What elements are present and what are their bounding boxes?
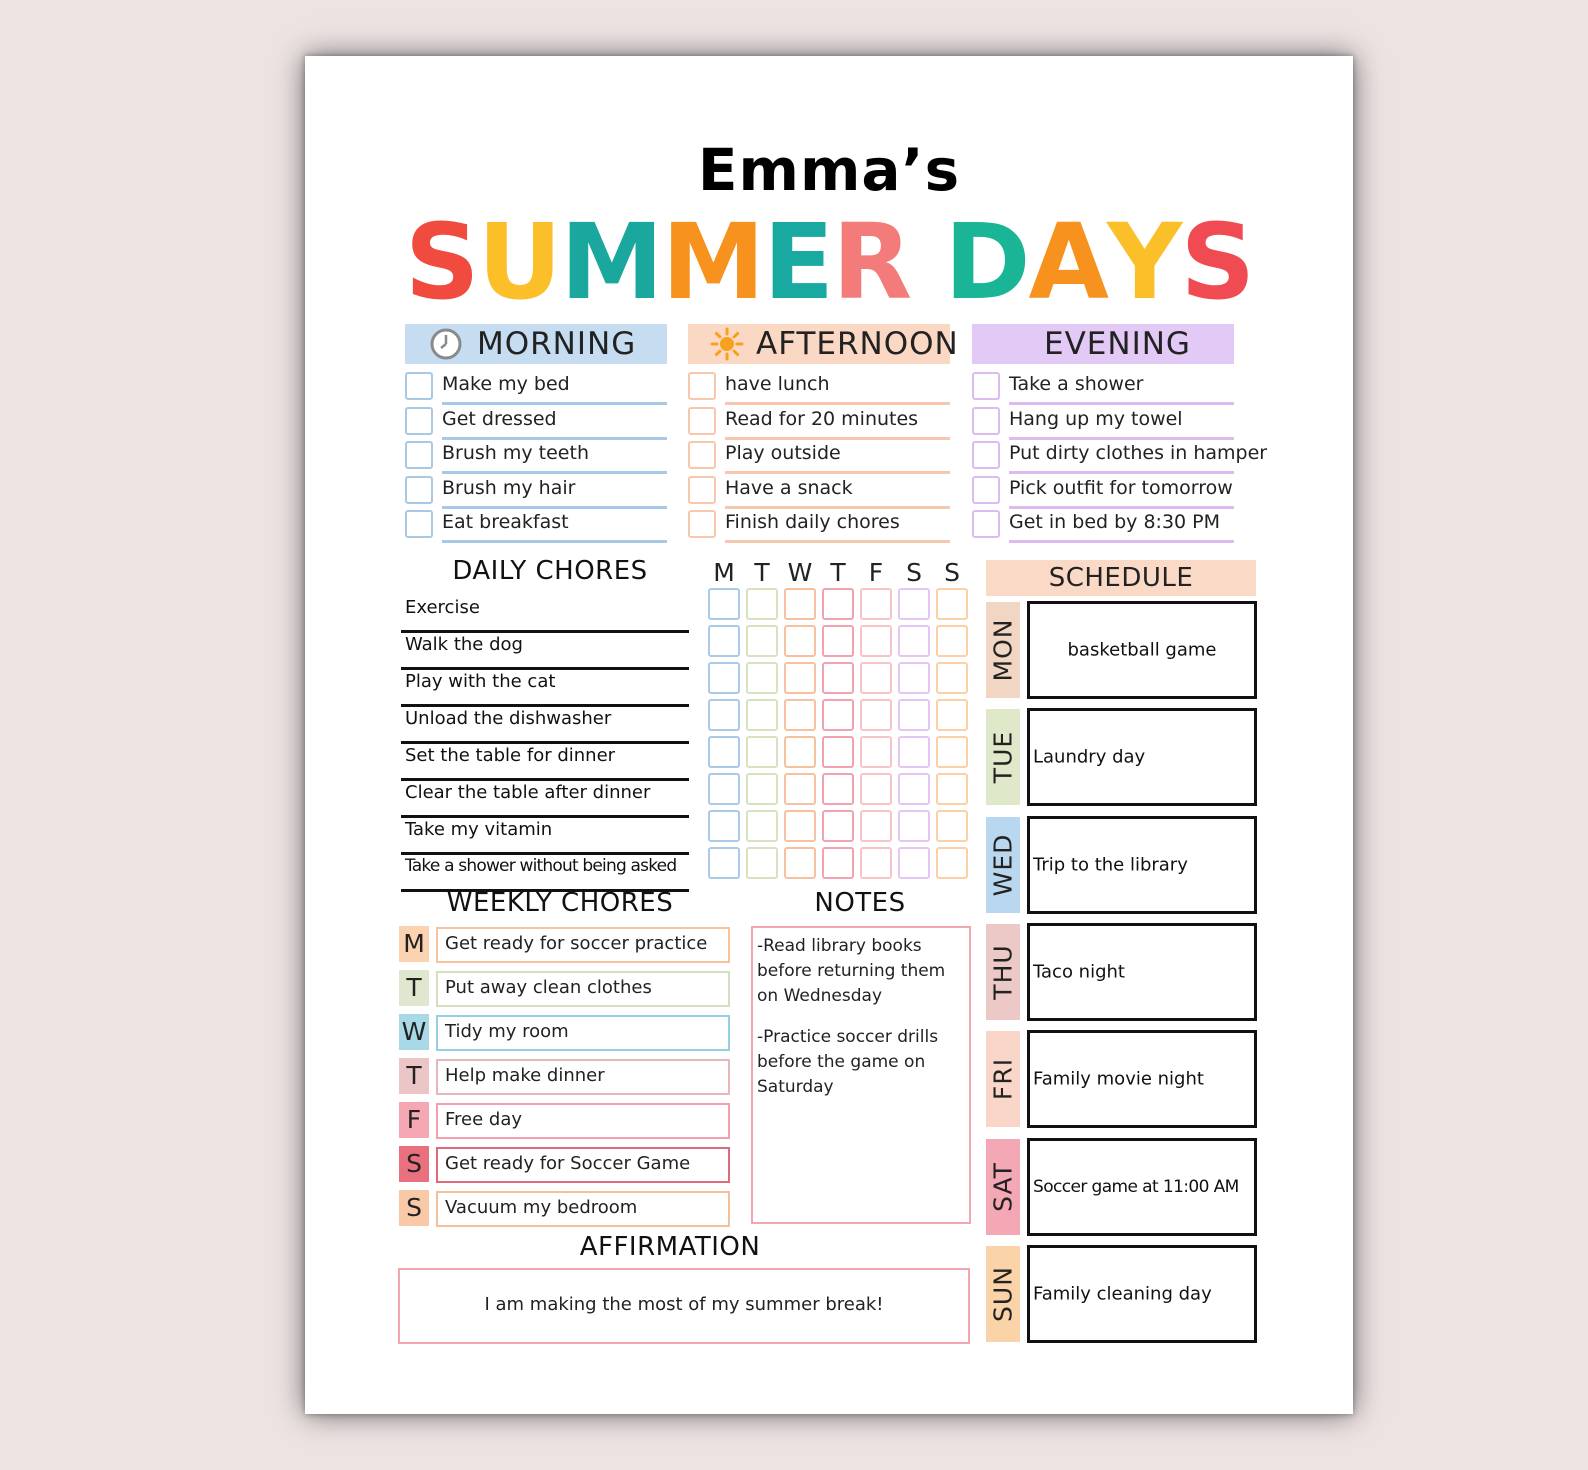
schedule-day-tab-mon <box>986 602 1020 698</box>
weekly-chores-heading: WEEKLY CHORES <box>446 888 674 918</box>
task-checkbox[interactable] <box>972 441 1000 469</box>
chore-grid-checkbox[interactable] <box>784 625 816 657</box>
task-checkbox[interactable] <box>688 510 716 538</box>
chore-grid-checkbox[interactable] <box>822 847 854 879</box>
notes-heading: NOTES <box>814 888 906 918</box>
task-label: Take a shower <box>1009 373 1144 395</box>
affirmation-box[interactable] <box>398 1268 970 1344</box>
chore-grid-checkbox[interactable] <box>784 736 816 768</box>
task-underline <box>1009 540 1234 543</box>
schedule-day-tab-thu <box>986 924 1020 1020</box>
task-underline <box>442 471 667 474</box>
sun-icon <box>710 325 744 363</box>
routine-task <box>405 476 667 506</box>
daily-chore-item <box>401 819 689 851</box>
schedule-entry-text: Family movie night <box>1033 1068 1204 1090</box>
weekly-chore-box[interactable] <box>436 971 730 1007</box>
daily-chore-label: Walk the dog <box>405 634 523 655</box>
chore-grid-checkbox[interactable] <box>936 773 968 805</box>
chore-grid-checkbox[interactable] <box>746 588 778 620</box>
grid-day-header: T <box>754 558 770 587</box>
routine-task <box>688 407 950 437</box>
task-checkbox[interactable] <box>688 476 716 504</box>
chore-grid-checkbox[interactable] <box>860 625 892 657</box>
chore-grid-checkbox[interactable] <box>822 810 854 842</box>
chore-grid-checkbox[interactable] <box>746 625 778 657</box>
chore-grid-checkbox[interactable] <box>746 699 778 731</box>
chore-grid-checkbox[interactable] <box>936 625 968 657</box>
daily-chore-item <box>401 745 689 777</box>
daily-chore-label: Take a shower without being asked <box>405 856 677 876</box>
grid-day-header: T <box>830 558 846 587</box>
title-letter: S <box>404 201 478 323</box>
schedule-day-tab-tue <box>986 709 1020 805</box>
chore-grid-checkbox[interactable] <box>708 625 740 657</box>
routine-task <box>405 372 667 402</box>
task-checkbox[interactable] <box>972 407 1000 435</box>
task-label: Get in bed by 8:30 PM <box>1009 511 1221 533</box>
weekly-chore-text: Vacuum my bedroom <box>445 1197 638 1218</box>
chore-grid-checkbox[interactable] <box>822 588 854 620</box>
schedule-entry-text: Taco night <box>1033 961 1125 983</box>
schedule-entry-box[interactable] <box>1027 708 1257 806</box>
weekly-day-letter: W <box>399 1014 429 1050</box>
schedule-entry-box[interactable] <box>1027 1030 1257 1128</box>
task-checkbox[interactable] <box>688 441 716 469</box>
title-letter: U <box>477 201 561 323</box>
weekly-chore-box[interactable] <box>436 927 730 963</box>
daily-chore-underline <box>401 741 689 744</box>
grid-day-header: W <box>787 558 813 587</box>
chore-grid-checkbox[interactable] <box>860 736 892 768</box>
grid-day-header: F <box>868 558 884 587</box>
task-label: Pick outfit for tomorrow <box>1009 476 1233 499</box>
affirmation-text: I am making the most of my summer break! <box>484 1294 884 1315</box>
daily-chore-underline <box>401 704 689 707</box>
task-label: Make my bed <box>442 373 570 395</box>
task-label: Eat breakfast <box>442 511 569 533</box>
daily-chore-item <box>401 856 689 888</box>
title-letter: Y <box>1107 201 1181 323</box>
schedule-day-label: SAT <box>988 1161 1018 1212</box>
routine-task <box>972 441 1268 471</box>
chore-grid-checkbox[interactable] <box>860 847 892 879</box>
clock-icon <box>427 325 465 363</box>
daily-chore-item <box>401 634 689 666</box>
grid-day-header: S <box>944 558 960 587</box>
schedule-entry-box[interactable] <box>1027 1245 1257 1343</box>
task-checkbox[interactable] <box>405 510 433 538</box>
weekly-chore-text: Put away clean clothes <box>445 977 652 998</box>
routine-header-morning <box>405 324 667 364</box>
task-checkbox[interactable] <box>972 476 1000 504</box>
task-underline <box>725 402 950 405</box>
daily-chore-label: Clear the table after dinner <box>405 782 651 803</box>
weekly-day-letter: S <box>399 1146 429 1182</box>
schedule-entry-text: basketball game <box>1067 639 1217 661</box>
task-label: Put dirty clothes in hamper <box>1009 442 1268 464</box>
daily-chore-underline <box>401 778 689 781</box>
daily-chore-underline <box>401 630 689 633</box>
routine-task <box>405 407 667 437</box>
chore-grid-checkbox[interactable] <box>708 773 740 805</box>
daily-chore-item <box>401 782 689 814</box>
chore-grid-checkbox[interactable] <box>898 699 930 731</box>
schedule-entry-box[interactable] <box>1027 923 1257 1021</box>
task-checkbox[interactable] <box>405 476 433 504</box>
affirmation-heading: AFFIRMATION <box>579 1232 761 1262</box>
daily-chores-heading: DAILY CHORES <box>452 556 648 586</box>
chore-grid-checkbox[interactable] <box>708 736 740 768</box>
chore-grid-checkbox[interactable] <box>784 773 816 805</box>
weekly-chore-box[interactable] <box>436 1103 730 1139</box>
weekly-day-letter: M <box>399 926 429 962</box>
moon-icon <box>994 325 1032 363</box>
daily-chore-label: Set the table for dinner <box>405 745 616 766</box>
summer-planner-sheet <box>305 56 1353 1414</box>
task-underline <box>442 402 667 405</box>
schedule-entry-box[interactable] <box>1027 1138 1257 1236</box>
chore-grid-checkbox[interactable] <box>746 736 778 768</box>
daily-chore-label: Unload the dishwasher <box>405 708 612 729</box>
chore-grid-checkbox[interactable] <box>860 699 892 731</box>
weekly-chore-text: Get ready for Soccer Game <box>445 1153 691 1174</box>
chore-grid-checkbox[interactable] <box>898 662 930 694</box>
weekly-chore-text: Tidy my room <box>445 1021 569 1042</box>
routine-task <box>405 441 667 471</box>
schedule-entry-box[interactable] <box>1027 601 1257 699</box>
schedule-entry-box[interactable] <box>1027 816 1257 914</box>
summer-days-title <box>305 202 1353 322</box>
title-letter: A <box>1028 201 1108 323</box>
weekly-chore-box[interactable] <box>436 1147 730 1183</box>
schedule-day-tab-sat <box>986 1139 1020 1235</box>
daily-chore-label: Play with the cat <box>405 671 556 692</box>
chore-grid-checkbox[interactable] <box>784 699 816 731</box>
schedule-day-label: FRI <box>988 1058 1018 1101</box>
task-checkbox[interactable] <box>688 372 716 400</box>
chore-grid-checkbox[interactable] <box>784 847 816 879</box>
schedule-day-label: TUE <box>988 731 1018 784</box>
schedule-day-label: SUN <box>988 1265 1018 1322</box>
chore-grid-checkbox[interactable] <box>936 736 968 768</box>
chore-grid-checkbox[interactable] <box>936 699 968 731</box>
routine-task <box>688 476 950 506</box>
routine-task <box>972 372 1234 402</box>
chore-grid-checkbox[interactable] <box>822 662 854 694</box>
task-underline <box>725 506 950 509</box>
routine-task <box>972 510 1234 540</box>
chore-grid-checkbox[interactable] <box>708 588 740 620</box>
chore-grid-checkbox[interactable] <box>822 773 854 805</box>
chore-grid-checkbox[interactable] <box>708 847 740 879</box>
task-label: Get dressed <box>442 407 557 430</box>
notes-box[interactable] <box>751 926 971 1224</box>
schedule-day-tab-fri <box>986 1031 1020 1127</box>
schedule-heading: SCHEDULE <box>986 560 1256 596</box>
child-name: Emma’s <box>697 136 961 204</box>
chore-grid-checkbox[interactable] <box>860 810 892 842</box>
task-label: Brush my teeth <box>442 442 589 464</box>
routine-task <box>972 407 1234 437</box>
chore-grid-checkbox[interactable] <box>822 625 854 657</box>
task-underline <box>442 437 667 440</box>
chore-grid-checkbox[interactable] <box>936 662 968 694</box>
chore-grid-checkbox[interactable] <box>708 662 740 694</box>
daily-chore-label: Take my vitamin <box>405 819 553 840</box>
chore-grid-checkbox[interactable] <box>936 847 968 879</box>
routine-task <box>688 372 950 402</box>
grid-day-header: M <box>713 558 735 587</box>
task-underline <box>1009 506 1234 509</box>
chore-grid-checkbox[interactable] <box>784 662 816 694</box>
chore-grid-checkbox[interactable] <box>898 810 930 842</box>
routine-task <box>405 510 667 540</box>
task-underline <box>725 437 950 440</box>
task-checkbox[interactable] <box>405 407 433 435</box>
schedule-day-label: MON <box>988 618 1018 682</box>
weekly-day-letter: T <box>399 1058 429 1094</box>
daily-chore-label: Exercise <box>405 597 480 618</box>
task-checkbox[interactable] <box>972 372 1000 400</box>
chore-grid-checkbox[interactable] <box>708 810 740 842</box>
title-letter: D <box>944 201 1029 323</box>
task-label: have lunch <box>725 373 830 395</box>
weekly-chore-box[interactable] <box>436 1015 730 1051</box>
task-underline <box>1009 437 1234 440</box>
routine-header-evening <box>972 324 1234 364</box>
weekly-day-letter: T <box>399 970 429 1006</box>
task-underline <box>1009 471 1234 474</box>
routine-task <box>688 510 950 540</box>
chore-grid-checkbox[interactable] <box>898 625 930 657</box>
chore-grid-checkbox[interactable] <box>822 699 854 731</box>
chore-grid-checkbox[interactable] <box>898 773 930 805</box>
task-checkbox[interactable] <box>405 441 433 469</box>
schedule-entry-text: Family cleaning day <box>1033 1283 1212 1305</box>
task-label: Play outside <box>725 442 841 464</box>
task-underline <box>442 506 667 509</box>
daily-chore-item <box>401 597 689 629</box>
task-label: Finish daily chores <box>725 511 900 533</box>
title-letter: M <box>661 201 764 323</box>
chore-grid-checkbox[interactable] <box>936 810 968 842</box>
weekly-chore-text: Get ready for soccer practice <box>445 933 708 954</box>
title-letter: E <box>763 201 833 323</box>
weekly-chore-text: Free day <box>445 1109 523 1130</box>
daily-chore-item <box>401 671 689 703</box>
schedule-day-tab-wed <box>986 817 1020 913</box>
schedule-entry-text: Soccer game at 11:00 AM <box>1033 1176 1239 1197</box>
schedule-day-label: WED <box>988 833 1018 896</box>
routine-title: AFTERNOON <box>756 326 959 362</box>
task-underline <box>725 471 950 474</box>
task-checkbox[interactable] <box>972 510 1000 538</box>
title-letter: M <box>560 201 662 323</box>
task-label: Brush my hair <box>442 476 576 499</box>
title-letter: S <box>1180 201 1254 323</box>
schedule-day-tab-sun <box>986 1246 1020 1342</box>
chore-grid-checkbox[interactable] <box>860 588 892 620</box>
note-paragraph: -Practice soccer drills before the game on Saturday <box>757 1027 939 1097</box>
chore-grid-checkbox[interactable] <box>936 588 968 620</box>
schedule-day-label: THU <box>988 944 1018 1000</box>
weekly-chore-box[interactable] <box>436 1059 730 1095</box>
chore-grid-checkbox[interactable] <box>746 773 778 805</box>
routine-title: MORNING <box>477 326 637 362</box>
chore-grid-checkbox[interactable] <box>822 736 854 768</box>
schedule-entry-text: Trip to the library <box>1033 854 1188 876</box>
daily-chore-item <box>401 708 689 740</box>
routine-header-afternoon <box>688 324 959 364</box>
task-underline <box>442 540 667 543</box>
routine-title: EVENING <box>1044 326 1191 362</box>
weekly-chore-box[interactable] <box>436 1191 730 1227</box>
weekly-day-letter: F <box>399 1102 429 1138</box>
chore-grid-checkbox[interactable] <box>860 773 892 805</box>
chore-grid-checkbox[interactable] <box>784 588 816 620</box>
chore-grid-checkbox[interactable] <box>746 847 778 879</box>
daily-chore-underline <box>401 852 689 855</box>
chore-grid-checkbox[interactable] <box>860 662 892 694</box>
task-label: Hang up my towel <box>1009 407 1183 430</box>
routine-task <box>972 476 1234 506</box>
task-checkbox[interactable] <box>405 372 433 400</box>
task-underline <box>1009 402 1234 405</box>
task-checkbox[interactable] <box>688 407 716 435</box>
task-label: Have a snack <box>725 476 853 499</box>
daily-chore-underline <box>401 815 689 818</box>
chore-grid-checkbox[interactable] <box>898 588 930 620</box>
chore-grid-checkbox[interactable] <box>708 699 740 731</box>
chore-grid-checkbox[interactable] <box>784 810 816 842</box>
routine-task <box>688 441 950 471</box>
schedule-entry-text: Laundry day <box>1033 746 1146 768</box>
weekly-day-letter: S <box>399 1190 429 1226</box>
task-underline <box>725 540 950 543</box>
daily-chore-underline <box>401 667 689 670</box>
weekly-chore-text: Help make dinner <box>445 1065 605 1086</box>
chore-grid-checkbox[interactable] <box>746 662 778 694</box>
chore-grid-checkbox[interactable] <box>898 847 930 879</box>
chore-grid-checkbox[interactable] <box>746 810 778 842</box>
note-paragraph: -Read library books before returning them on Wednesday <box>757 936 946 1006</box>
title-letter: R <box>832 201 911 323</box>
task-label: Read for 20 minutes <box>725 407 919 430</box>
grid-day-header: S <box>906 558 922 587</box>
chore-grid-checkbox[interactable] <box>898 736 930 768</box>
